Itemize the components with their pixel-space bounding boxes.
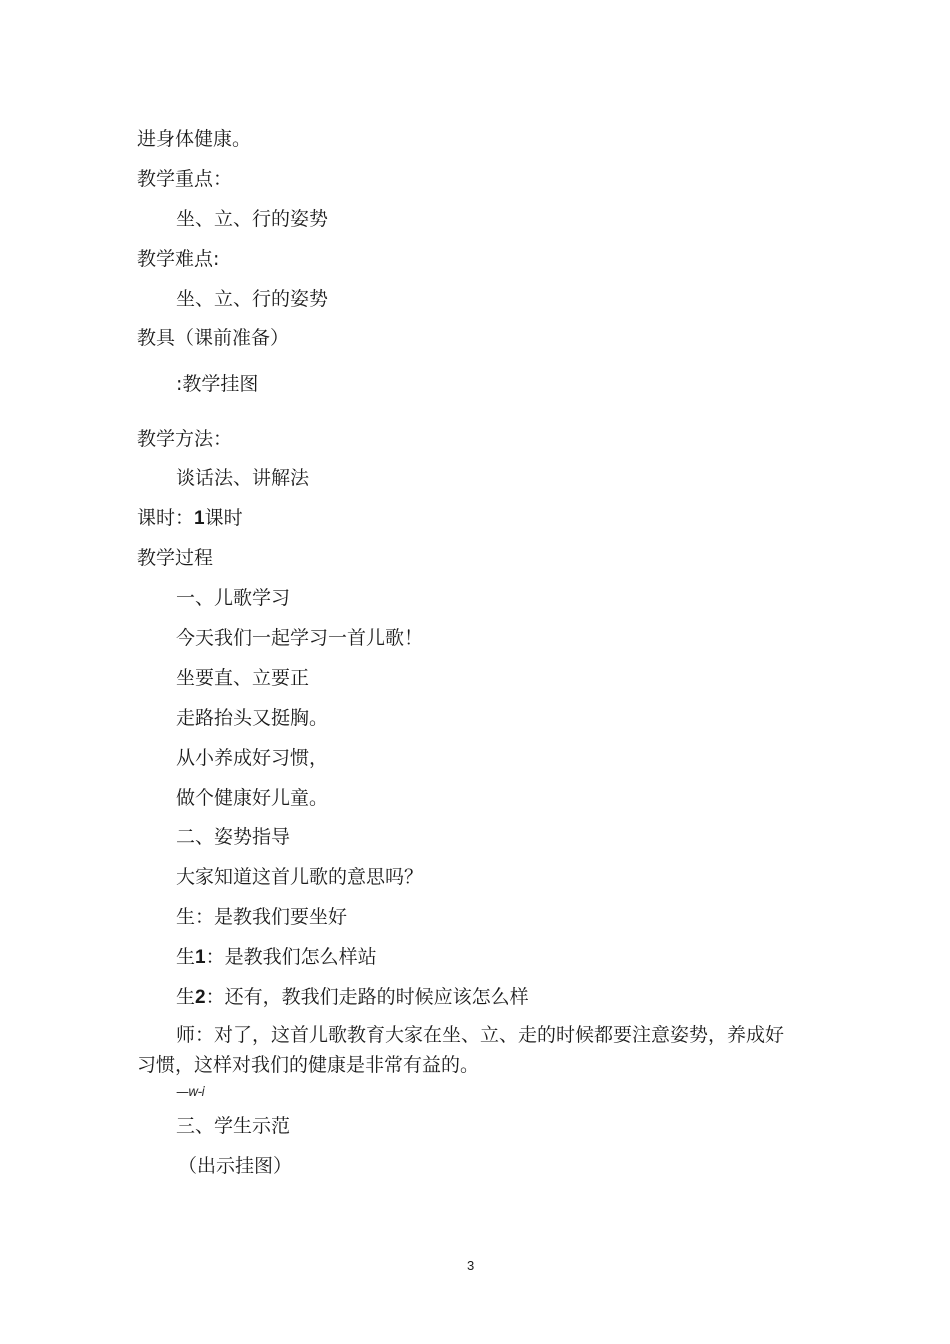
text-segment: 课时：: [137, 507, 195, 529]
section-heading-key-points: 教学重点：: [137, 168, 233, 190]
text-line: 进身体健康。: [137, 128, 252, 150]
text-line: 生：是教我们要坐好: [176, 906, 348, 928]
subheading-nursery-rhyme: 一、儿歌学习: [176, 587, 291, 609]
rhyme-line: 从小养成好习惯，: [176, 747, 329, 769]
text-line: 大家知道这首儿歌的意思吗？: [176, 866, 424, 888]
rhyme-line: 坐要直、立要正: [176, 667, 310, 689]
text-line: （出示挂图）: [178, 1155, 293, 1177]
number: 1: [195, 947, 206, 968]
number: 2: [195, 987, 206, 1008]
text-segment: 课时: [204, 507, 243, 529]
text-line: 坐、立、行的姿势: [176, 208, 329, 230]
page-number: 3: [467, 1258, 475, 1273]
section-heading-process: 教学过程: [137, 547, 214, 569]
class-hours-line: [137, 506, 243, 531]
rhyme-line: 做个健康好儿童。: [176, 787, 329, 809]
text-segment: 生: [176, 986, 196, 1008]
teacher-paragraph: 师：对了，这首儿歌教育大家在坐、立、走的时候都要注意姿势，养成好习惯，这样对我们的健康是非常有益的。: [137, 1024, 785, 1076]
student-2-line: [176, 985, 529, 1010]
garbled-mark: —w-i: [176, 1085, 204, 1100]
section-heading-difficulties: 教学难点:: [137, 248, 220, 270]
text-segment: ：还有，教我们走路的时候应该怎么样: [205, 986, 529, 1008]
text-segment: 生: [176, 946, 196, 968]
student-1-line: [176, 945, 377, 970]
section-heading-teaching-aids: 教具（课前准备）: [137, 327, 290, 349]
text-segment: ：是教我们怎么样站: [205, 946, 377, 968]
rhyme-line: 走路抬头又挺胸。: [176, 707, 329, 729]
text-line: :教学挂图: [176, 373, 259, 395]
subheading-student-demo: 三、学生示范: [176, 1115, 291, 1137]
section-heading-methods: 教学方法：: [137, 428, 233, 450]
text-line: 坐、立、行的姿势: [176, 288, 329, 310]
subheading-posture-guidance: 二、姿势指导: [176, 826, 291, 848]
text-line: 今天我们一起学习一首儿歌！: [176, 627, 424, 649]
number: 1: [194, 508, 205, 529]
text-line: 谈话法、讲解法: [176, 467, 310, 489]
